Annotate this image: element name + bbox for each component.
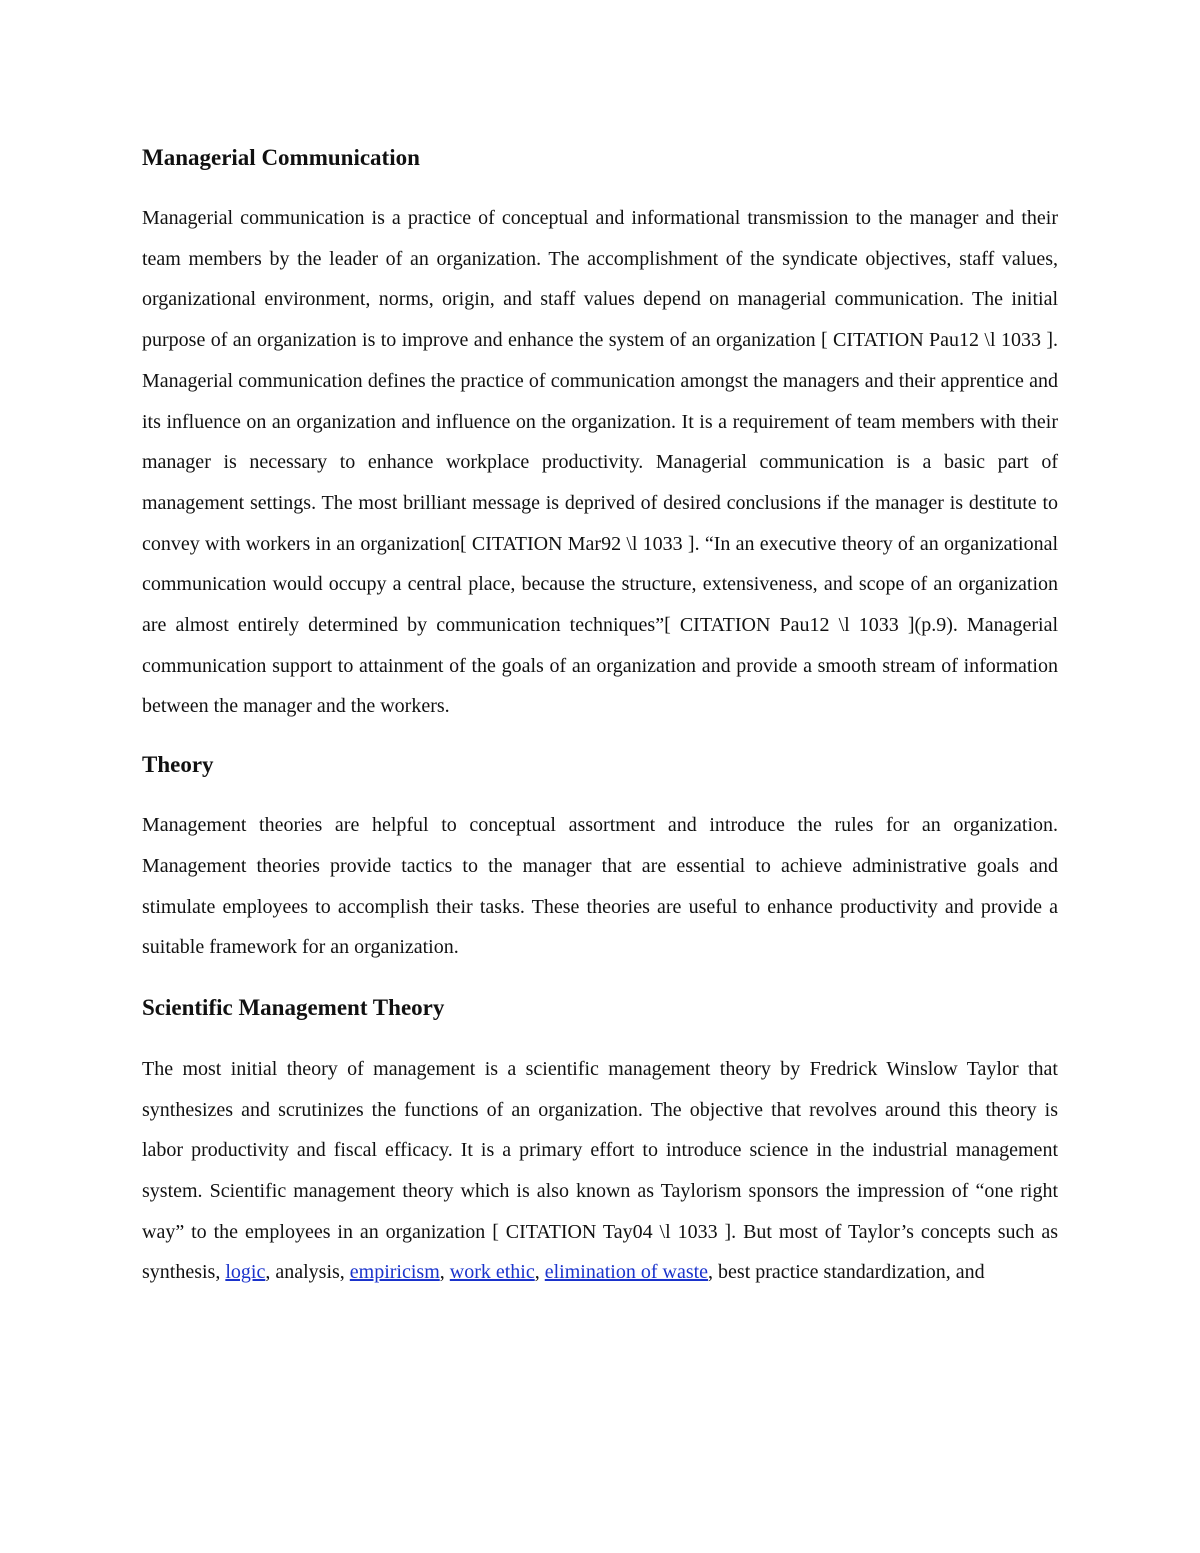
link-logic[interactable]: logic: [225, 1261, 266, 1284]
paragraph-intro-text: The most initial theory of management is a scientific management theory by Fredrick Winslow Taylor that synthesizes and scrutinizes the functions of an organization. The objective that revolves around this theory is labor productivity and fiscal efficacy. It is a primary effort to introduce science in the industrial management system. Scientific management theory which is also known as Taylorism sponsors the impression of “one right way” to the employees in an organization [ CITATION Tay04 \l 1033 ]. But most of Taylor’s concepts such as synthesis,: [142, 1057, 1058, 1284]
paragraph-tail-text: , best practice standardization, and: [708, 1261, 985, 1284]
paragraph-managerial-communication: Managerial communication is a practice of conceptual and informational transmission to the manager and their team members by the leader of an organization. The accomplishment of the syndicate objectives, staff values, organizational environment, norms, origin, and staff values depend on managerial communication. The initial purpose of an organization is to improve and enhance the system of an organization [ CITATION Pau12 \l 1033 ]. Managerial communication defines the practice of communication amongst the managers and their apprentice and its influence on an organization and influence on the organization. It is a requirement of team members with their manager is necessary to enhance workplace productivity. Managerial communication is a basic part of management settings. The most brilliant message is deprived of desired conclusions if the manager is destitute to convey with workers in an organization[ CITATION Mar92 \l 1033 ]. “In an executive theory of an organizational communication would occupy a central place, because the structure, extensiveness, and scope of an organization are almost entirely determined by communication techniques”[ CITATION Pau12 \l 1033 ](p.9). Managerial communication support to attainment of the goals of an organization and provide a smooth stream of information between the manager and the workers.: [142, 207, 1058, 718]
heading-managerial-communication: Managerial Communication: [142, 145, 420, 170]
paragraph-theory: Management theories are helpful to conceptual assortment and introduce the rules for an organization. Management theories provide tactics to the manager that are essential to achieve administrative goals and stimulate employees to accomplish their tasks. These theories are useful to enhance productivity and provide a suitable framework for an organization.: [142, 814, 1058, 959]
heading-scientific-management-theory: Scientific Management Theory: [142, 994, 445, 1020]
link-empiricism[interactable]: empiricism: [349, 1261, 440, 1284]
link-separator: , analysis,: [265, 1261, 350, 1284]
link-elimination-of-waste[interactable]: elimination of waste: [544, 1261, 709, 1284]
paragraph-scientific-management-theory: [142, 1049, 1058, 1293]
heading-theory: Theory: [142, 752, 214, 778]
link-work-ethic[interactable]: work ethic: [449, 1261, 535, 1284]
link-separator: ,: [439, 1261, 450, 1284]
link-separator: ,: [534, 1261, 545, 1284]
document-page: [142, 138, 1058, 1293]
